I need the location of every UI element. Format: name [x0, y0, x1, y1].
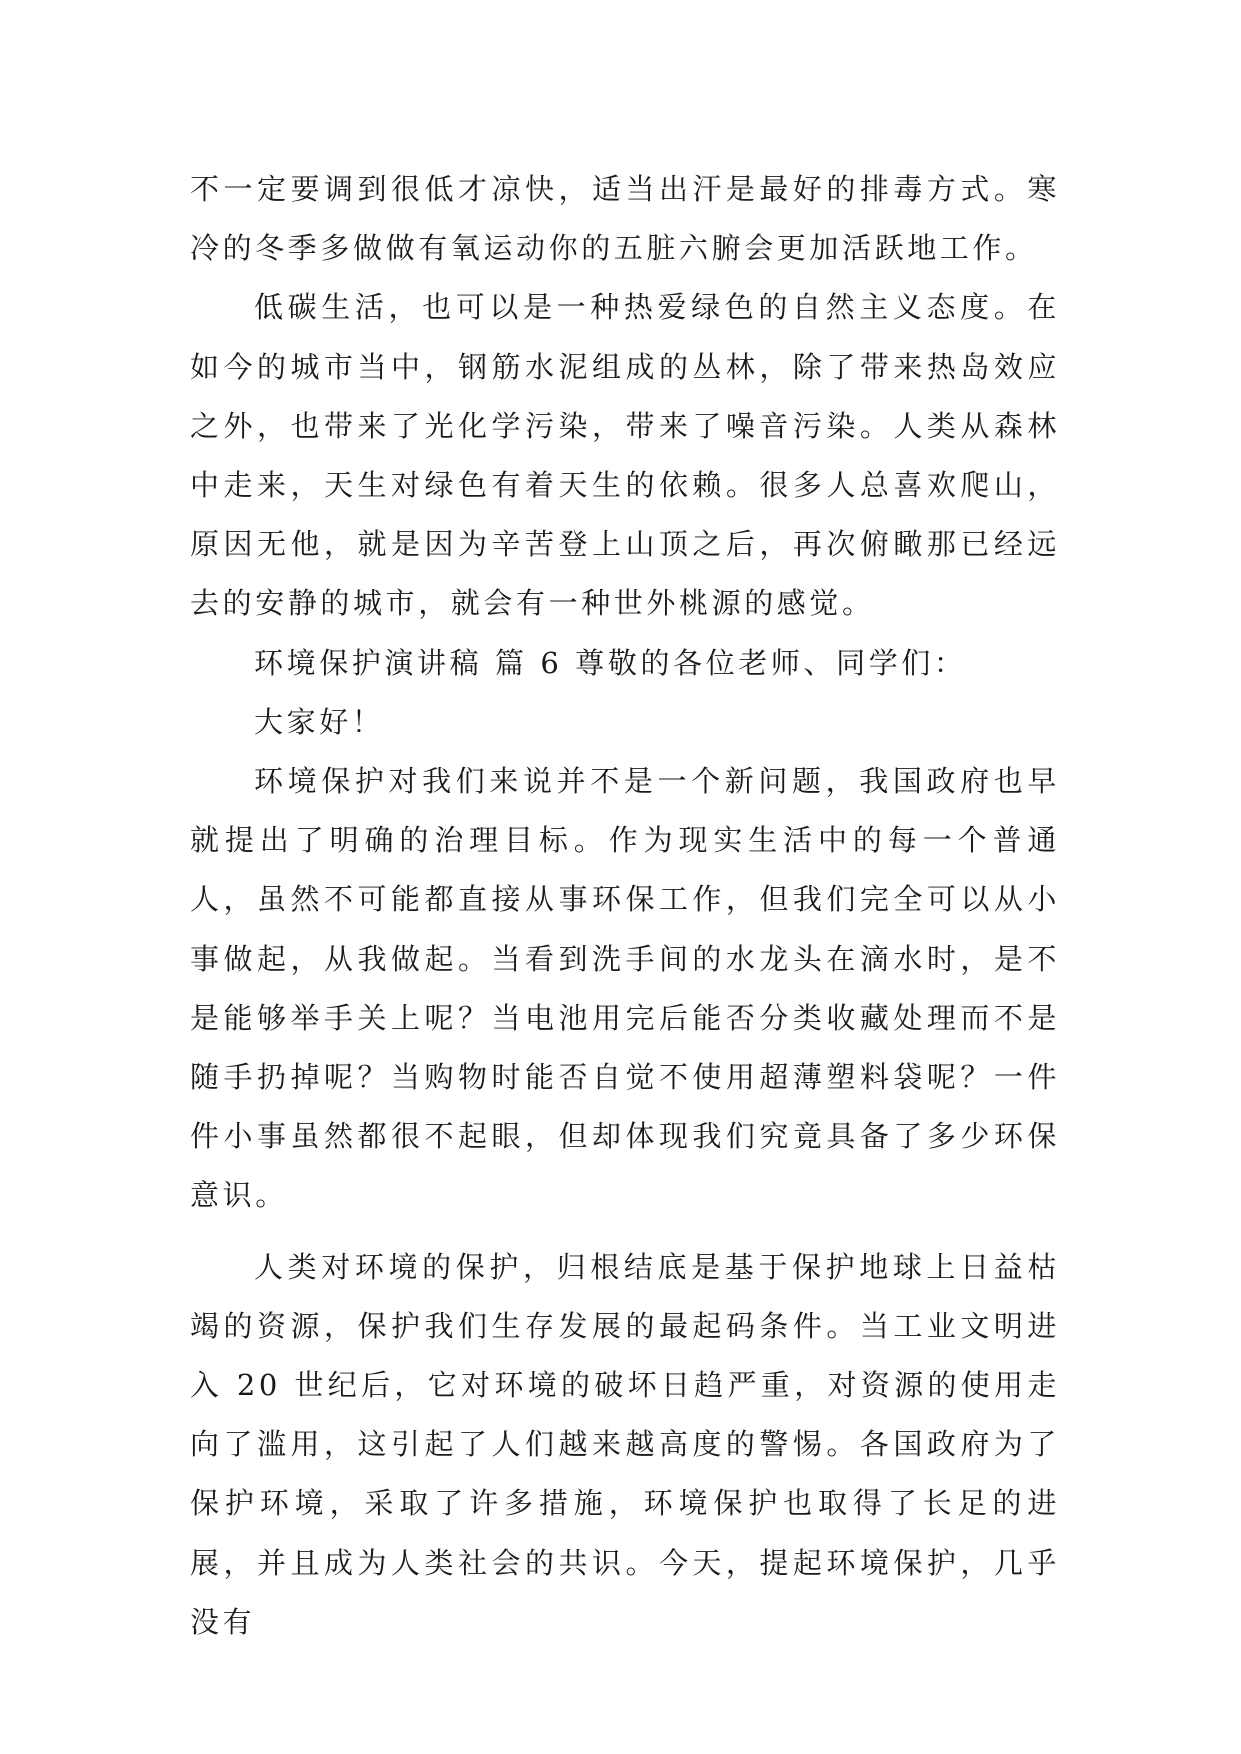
paragraph-3-heading: 环境保护演讲稿 篇 6 尊敬的各位老师、同学们：: [254, 645, 967, 680]
document-body: [190, 160, 1060, 1652]
paragraph-1: 不一定要调到很低才凉快，适当出汗是最好的排毒方式。寒冷的冬季多做做有氧运动你的五脏六腑会更加活跃地工作。: [190, 172, 1060, 266]
paragraph-2: 低碳生活，也可以是一种热爱绿色的自然主义态度。在如今的城市当中，钢筋水泥组成的丛林，除了带来热岛效应之外，也带来了光化学污染，带来了噪音污染。人类从森林中走来，天生对绿色有着天生的依赖。很多人总喜欢爬山，原因无他，就是因为辛苦登上山顶之后，再次俯瞰那已经远去的安静的城市，就会有一种世外桃源的感觉。: [190, 290, 1060, 621]
paragraph-5: 环境保护对我们来说并不是一个新问题，我国政府也早就提出了明确的治理目标。作为现实生活中的每一个普通人，虽然不可能都直接从事环保工作，但我们完全可以从小事做起，从我做起。当看到洗手间的水龙头在滴水时，是不是能够举手关上呢？当电池用完后能否分类收藏处理而不是随手扔掉呢？当购物时能否自觉不使用超薄塑料袋呢？一件件小事虽然都很不起眼，但却体现我们究竟具备了多少环保意识。: [190, 764, 1060, 1213]
paragraph-6: 人类对环境的保护，归根结底是基于保护地球上日益枯竭的资源，保护我们生存发展的最起码条件。当工业文明进入 20 世纪后，它对环境的破坏日趋严重，对资源的使用走向了滥用，这引起了人们越来越高度的警惕。各国政府为了保护环境，采取了许多措施，环境保护也取得了长足的进展，并且成为人类社会的共识。今天，提起环境保护，几乎没有: [190, 1249, 1060, 1639]
paragraph-4-greeting: 大家好！: [254, 704, 385, 739]
